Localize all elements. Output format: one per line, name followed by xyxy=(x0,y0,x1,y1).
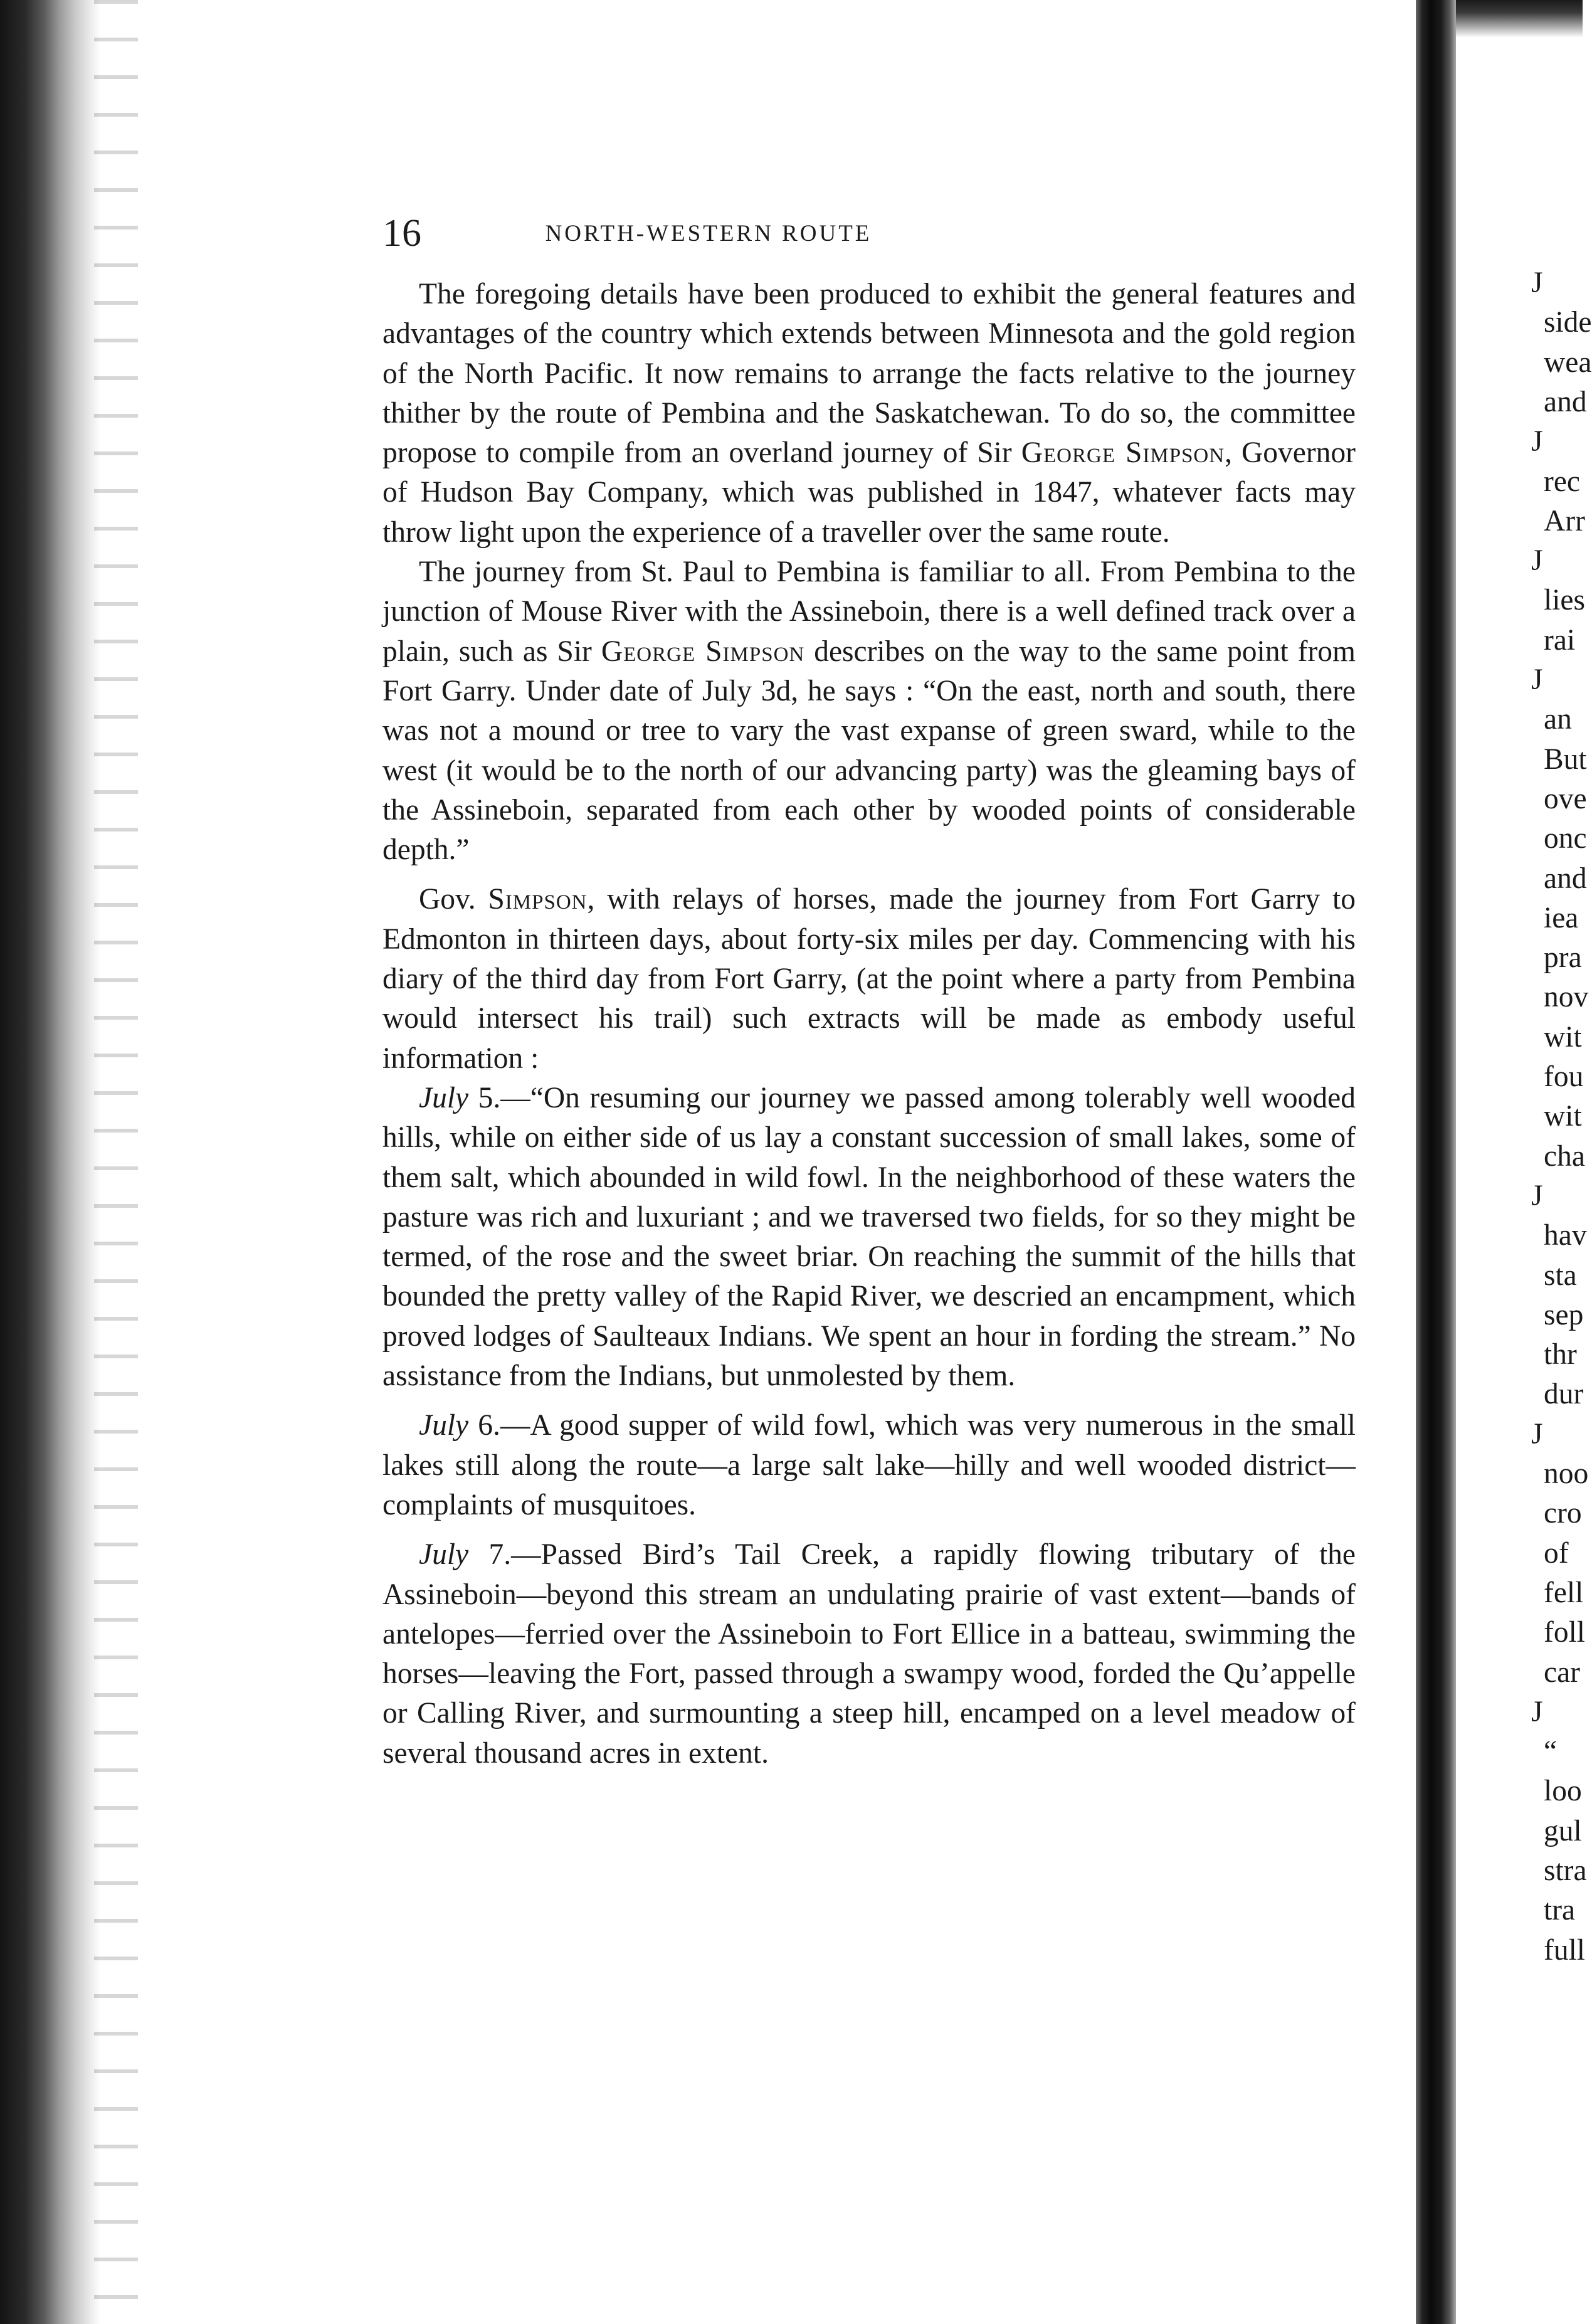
paragraph-text: , Governor of Hudson Bay Company, which was published in 1847, whatever facts may throw light upon the experience of a traveller over the same route. xyxy=(382,436,1356,549)
entry-date: July xyxy=(419,1538,469,1571)
paragraph-text: , with relays of horses, made the journey from Fort Garry to Edmonton in thirteen days, about forty-six miles per day. Commencing with his diary of the third day from Fort Garry, (at the point where a party from Pembina would intersect his trail) such extracts will be made as embody useful information : xyxy=(382,883,1356,1075)
facing-page-line: rec xyxy=(1544,465,1580,498)
facing-page-line: loo xyxy=(1544,1775,1582,1807)
facing-page-line: fou xyxy=(1544,1060,1584,1093)
facing-page-line: J xyxy=(1531,1180,1543,1212)
paragraph-text: The journey from St. Paul to Pembina is familiar to all. From Pembina to the junction of Mouse River with the Assineboin, there is a well defined track over a plain, such as Sir xyxy=(382,556,1356,668)
paragraph-text: describes on the way to the same point from Fort Garry. Under date of July 3d, he says : “On the east, north and south, there was not a mound or tree to vary the vast expanse of green sward, while to the west (it would be to the north of our advancing party) was the gleaming bays of the Assineboin, separated from each other by wooded points of considerable depth.” xyxy=(382,635,1356,867)
facing-page-line: pra xyxy=(1544,941,1582,974)
facing-page-line: J xyxy=(1531,1696,1543,1728)
facing-page-line: “ xyxy=(1544,1735,1558,1768)
scan-edge-streaks xyxy=(94,0,138,2324)
facing-page-line: tra xyxy=(1544,1894,1576,1926)
paragraph-text: 7.—Passed Bird’s Tail Creek, a rapidly flowing tributary of the Assineboin—beyond this stream an undulating prairie of vast extent—bands of antelopes—ferried over the Assineboin to Fort Ellice in a batteau, swimming the horses—leaving the Fort, passed through a swampy wood, forded the Qu’appelle or Calling River, and surmounting a steep hill, encamped on a level meadow of several thousand acres in extent. xyxy=(382,1538,1356,1770)
facing-page-line: rai xyxy=(1544,624,1576,657)
facing-page-line: of xyxy=(1544,1537,1569,1570)
entry-date: July xyxy=(419,1081,469,1114)
facing-page-fragment xyxy=(1461,263,1592,2145)
paragraph-text: The foregoing details have been produced to exhibit the general features and advantages of the country which extends between Minnesota and the gold region of the North Pacific. It now remains to arrange the facts relative to the journey thither by the route of Pembina and the Saskatchewan. To do so, the committee propose to compile from an overland journey of Sir xyxy=(382,278,1356,470)
facing-page-line: onc xyxy=(1544,822,1587,855)
page-number: 16 xyxy=(382,212,421,255)
running-head: NORTH-WESTERN ROUTE xyxy=(545,221,872,246)
person-name: George Simpson xyxy=(601,635,805,668)
facing-page-line: J xyxy=(1531,267,1543,299)
paragraph xyxy=(382,880,1356,1078)
diary-entry xyxy=(382,1079,1356,1396)
book-gutter xyxy=(1416,0,1456,2324)
facing-page-line: J xyxy=(1531,1418,1543,1450)
facing-page-line: J xyxy=(1531,663,1543,696)
facing-page-line: cro xyxy=(1544,1497,1582,1529)
facing-page-line: wit xyxy=(1544,1021,1582,1054)
facing-page-line: cha xyxy=(1544,1140,1585,1173)
facing-page-line: But xyxy=(1544,743,1587,776)
facing-page-line: sta xyxy=(1544,1259,1577,1292)
paragraph-text: Gov. xyxy=(419,883,488,916)
person-name: Simpson xyxy=(488,883,588,916)
scan-left-edge xyxy=(0,0,100,2324)
facing-page-line: stra xyxy=(1544,1854,1587,1887)
facing-page-line: foll xyxy=(1544,1616,1585,1649)
facing-page-line: ove xyxy=(1544,783,1587,815)
page-body xyxy=(382,275,1356,1773)
facing-page-line: side xyxy=(1544,306,1592,339)
page-header xyxy=(382,208,1048,258)
facing-page-line: fell xyxy=(1544,1577,1584,1609)
facing-page-line: J xyxy=(1531,544,1543,577)
diary-entry xyxy=(382,1535,1356,1773)
facing-page-line: and xyxy=(1544,386,1587,418)
facing-page-line: thr xyxy=(1544,1338,1577,1371)
person-name: George Simpson xyxy=(1021,436,1225,470)
facing-page-line: car xyxy=(1544,1656,1580,1689)
facing-page-line: noo xyxy=(1544,1457,1589,1490)
entry-date: July xyxy=(419,1409,469,1442)
paragraph xyxy=(382,275,1356,552)
facing-page-line: an xyxy=(1544,703,1572,736)
scan-top-shadow xyxy=(1456,0,1583,38)
facing-page-line: J xyxy=(1531,425,1543,458)
facing-page-line: sep xyxy=(1544,1299,1584,1331)
facing-page-line: wea xyxy=(1544,346,1592,379)
facing-page-line: gul xyxy=(1544,1815,1582,1847)
facing-page-line: iea xyxy=(1544,902,1579,934)
facing-page-line: Arr xyxy=(1544,505,1585,537)
diary-entry xyxy=(382,1406,1356,1525)
facing-page-line: lies xyxy=(1544,584,1585,616)
paragraph-text: 5.—“On resuming our journey we passed among tolerably well wooded hills, while on either side of us lay a constant succession of small lakes, some of them salt, which abounded in wild fowl. In the neighborhood of these waters the pasture was rich and luxuriant ; and we traversed two fields, for so they might be termed, of the rose and the sweet briar. On reaching the summit of the hills that bounded the pretty valley of the Rapid River, we descried an encampment, which proved lodges of Saulteaux Indians. We spent an hour in fording the stream.” No assistance from the Indians, but unmolested by them. xyxy=(382,1081,1356,1393)
facing-page-line: dur xyxy=(1544,1378,1584,1410)
facing-page-line: wit xyxy=(1544,1100,1582,1133)
paragraph-text: 6.—A good supper of wild fowl, which was very numerous in the small lakes still along the route—a large salt lake—hilly and well wooded district—complaints of musquitoes. xyxy=(382,1409,1356,1521)
facing-page-line: hav xyxy=(1544,1219,1587,1252)
facing-page-line: nov xyxy=(1544,981,1589,1013)
facing-page-line: and xyxy=(1544,862,1587,895)
facing-page-line: full xyxy=(1544,1934,1585,1967)
paragraph xyxy=(382,552,1356,870)
